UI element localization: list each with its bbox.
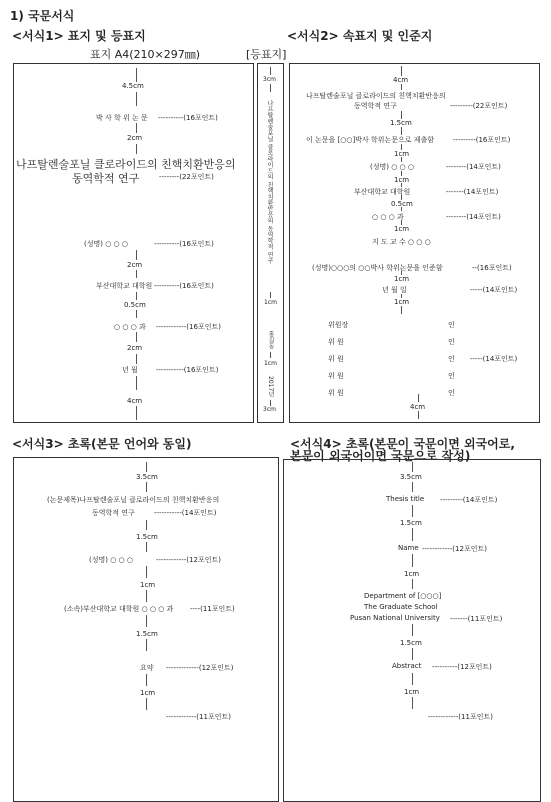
section-title: 1) 국문서식 xyxy=(10,9,75,23)
form1-size-label: 표지 A4(210×297㎜) xyxy=(90,48,201,61)
dim-label: 3.5cm xyxy=(136,473,158,481)
university-en: Pusan National University xyxy=(350,614,440,622)
spine-gap-label: 1cm xyxy=(264,360,277,367)
form1-cover-page xyxy=(13,63,254,423)
dim-line xyxy=(270,67,271,75)
font-size-note: ----------(12포인트) xyxy=(432,663,492,671)
form2-heading: <서식2> 속표지 및 인준지 xyxy=(287,29,433,43)
font-size-note: -------(14포인트) xyxy=(446,188,499,196)
spine-author: 홍길동 xyxy=(267,331,274,349)
form1-heading: <서식1> 표지 및 등표지 xyxy=(12,29,146,43)
thesis-title-en: Thesis title xyxy=(386,495,425,503)
affiliation: (소속)부산대학교 대학원 ○ ○ ○ 과 xyxy=(64,605,174,613)
approval-date: 년 월 일 xyxy=(382,286,407,294)
submission-statement: 이 논문을 [○○]박사 학위논문으로 제출함 xyxy=(306,136,435,144)
committee-role: 위 원 xyxy=(328,338,344,346)
dim-label: 1cm xyxy=(394,176,410,184)
approval-statement: (성명)○○○의 ○○박사 학위논문을 인준함 xyxy=(312,264,443,272)
dim-line xyxy=(412,579,413,589)
university-name: 부산대학교 대학원 xyxy=(96,282,153,290)
form3-heading: <서식3> 초록(본문 언어와 동일) xyxy=(12,437,192,451)
committee-seal: 인 xyxy=(448,372,455,380)
committee-role: 위 원 xyxy=(328,355,344,363)
dim-line xyxy=(136,144,137,154)
dim-line xyxy=(401,111,402,119)
form1-spine-label: [등표지] xyxy=(246,48,287,61)
font-size-note: -----------(16포인트) xyxy=(156,366,219,374)
font-size-note: ------------(11포인트) xyxy=(428,713,493,721)
degree-label: 박 사 학 위 논 문 xyxy=(96,114,148,122)
date-label: 년 월 xyxy=(122,366,138,374)
font-size-note: ------------(16포인트) xyxy=(156,323,221,331)
dim-line xyxy=(418,394,419,402)
font-size-note: -----------(14포인트) xyxy=(154,509,217,517)
dim-line xyxy=(412,648,413,660)
dim-line xyxy=(136,354,137,364)
dim-line xyxy=(412,482,413,492)
dim-line xyxy=(401,127,402,135)
form4-foreign-abstract-page xyxy=(283,459,541,802)
font-size-note: --------(22포인트) xyxy=(159,173,214,181)
dim-label: 0.5cm xyxy=(124,301,146,309)
font-size-note: -------(11포인트) xyxy=(450,615,503,623)
dim-line xyxy=(412,697,413,709)
spine-title: 나프탈렌술포닐 클로라이드의 친핵치환반응의 동역학적 연구 xyxy=(266,100,273,264)
thesis-title-line2: 동역학적 연구 xyxy=(92,509,135,517)
dim-line xyxy=(136,292,137,300)
font-size-note: -----(14포인트) xyxy=(470,355,518,363)
department-name: ○ ○ ○ 과 xyxy=(372,213,404,221)
dim-line xyxy=(146,520,147,530)
dim-label: 4cm xyxy=(127,397,143,405)
dim-label: 0.5cm xyxy=(391,200,413,208)
committee-seal: 인 xyxy=(448,338,455,346)
dim-label: 1.5cm xyxy=(400,639,422,647)
spine-gap-label: 1cm xyxy=(264,299,277,306)
dim-line xyxy=(136,332,137,342)
dim-line xyxy=(136,68,137,82)
department-name: ○ ○ ○ 과 xyxy=(114,323,146,331)
committee-role: 위 원 xyxy=(328,389,344,397)
dim-line xyxy=(146,542,147,552)
font-size-note: ------------(12포인트) xyxy=(156,556,221,564)
dim-line xyxy=(136,406,137,420)
spine-top-label: 3cm xyxy=(263,76,276,83)
dim-line xyxy=(412,673,413,685)
dim-label: 2cm xyxy=(127,344,143,352)
dim-label: 1cm xyxy=(140,581,156,589)
dim-line xyxy=(146,639,147,651)
committee-seal: 인 xyxy=(448,321,455,329)
author-name: (성명) ○ ○ ○ xyxy=(370,163,414,171)
author-name: (성명) ○ ○ ○ xyxy=(89,556,133,564)
dim-line xyxy=(146,462,147,472)
form1-spine xyxy=(257,63,284,423)
font-size-note: -------------(12포인트) xyxy=(166,664,234,672)
dim-label: 1cm xyxy=(394,298,410,306)
form3-abstract-page xyxy=(13,457,279,802)
dim-line xyxy=(146,566,147,578)
dim-line xyxy=(136,310,137,318)
font-size-note: ----(11포인트) xyxy=(190,605,235,613)
committee-seal: 인 xyxy=(448,355,455,363)
dim-line xyxy=(146,698,147,710)
thesis-title-line2: 동역학적 연구 xyxy=(72,172,140,185)
font-size-note: ---------(14포인트) xyxy=(440,496,498,504)
dim-label: 1cm xyxy=(404,570,420,578)
university-name: 부산대학교 대학원 xyxy=(354,188,411,196)
dim-label: 1.5cm xyxy=(390,119,412,127)
dim-line xyxy=(412,528,413,541)
department-en: Department of [○○○] xyxy=(364,592,442,600)
font-size-note: --(16포인트) xyxy=(472,264,512,272)
thesis-title-line1: (논문제목)나프탈렌술포닐 클로라이드의 친핵치환반응의 xyxy=(47,496,220,504)
dim-label: 3.5cm xyxy=(400,473,422,481)
dim-line xyxy=(401,66,402,76)
dim-label: 2cm xyxy=(127,134,143,142)
font-size-note: ----------(16포인트) xyxy=(158,114,218,122)
committee-seal: 인 xyxy=(448,389,455,397)
abstract-heading: 요약 xyxy=(140,664,154,672)
committee-role: 위 원 xyxy=(328,372,344,380)
dim-label: 1cm xyxy=(140,689,156,697)
dim-label: 4cm xyxy=(410,403,426,411)
advisor-line: 지 도 교 수 ○ ○ ○ xyxy=(372,238,431,246)
font-size-note: -----(14포인트) xyxy=(470,286,518,294)
author-name: (성명) ○ ○ ○ xyxy=(84,240,128,248)
author-name-en: Name xyxy=(398,544,419,552)
abstract-heading-en: Abstract xyxy=(392,662,422,670)
dim-line xyxy=(136,250,137,260)
dim-label: 2cm xyxy=(127,261,143,269)
font-size-note: ----------(16포인트) xyxy=(154,240,214,248)
form4-heading-line1: <서식4> 초록(본문이 국문이면 외국어로, xyxy=(290,437,515,451)
dim-label: 1cm xyxy=(394,150,410,158)
dim-line xyxy=(146,674,147,686)
dim-line xyxy=(146,615,147,627)
dim-line xyxy=(401,84,402,90)
font-size-note: --------(14포인트) xyxy=(446,213,501,221)
font-size-note: ---------(16포인트) xyxy=(453,136,511,144)
graduate-school-en: The Graduate School xyxy=(364,603,438,611)
dim-label: 1.5cm xyxy=(136,630,158,638)
dim-label: 1cm xyxy=(404,688,420,696)
dim-line xyxy=(401,207,402,211)
dim-line xyxy=(418,411,419,419)
dim-line xyxy=(136,376,137,390)
form2-inner-page xyxy=(289,63,540,423)
spine-year: 2017년 xyxy=(267,376,274,398)
thesis-title-line1: 나프탈렌술포닐 클로라이드의 친핵치환반응의 xyxy=(16,158,236,171)
dim-line xyxy=(270,292,271,298)
dim-label: 1cm xyxy=(394,225,410,233)
dim-label: 1cm xyxy=(394,275,410,283)
dim-line xyxy=(412,624,413,636)
dim-line xyxy=(136,270,137,278)
form4-heading-line2: 본문이 외국어이면 국문으로 작성) xyxy=(290,449,471,463)
dim-label: 1.5cm xyxy=(136,533,158,541)
dim-line xyxy=(270,352,271,358)
dim-line xyxy=(146,482,147,492)
font-size-note: ----------(16포인트) xyxy=(154,282,214,290)
thesis-title-line2: 동역학적 연구 xyxy=(354,102,397,110)
spine-bottom-label: 3cm xyxy=(263,406,276,413)
dim-line xyxy=(136,92,137,106)
dim-line xyxy=(146,590,147,602)
dim-line xyxy=(412,462,413,472)
dim-line xyxy=(270,84,271,92)
committee-role: 위원장 xyxy=(328,321,349,329)
dim-label: 4.5cm xyxy=(122,82,144,90)
dim-line xyxy=(412,554,413,567)
dim-line xyxy=(136,123,137,133)
font-size-note: ------------(12포인트) xyxy=(422,545,487,553)
font-size-note: ------------(11포인트) xyxy=(166,713,231,721)
dim-label: 4cm xyxy=(393,76,409,84)
font-size-note: --------(14포인트) xyxy=(446,163,501,171)
dim-label: 1.5cm xyxy=(400,519,422,527)
font-size-note: ---------(22포인트) xyxy=(450,102,508,110)
dim-line xyxy=(412,505,413,517)
thesis-title-line1: 나프탈렌술포닐 클로라이드의 친핵치환반응의 xyxy=(306,92,446,100)
dim-line xyxy=(401,306,402,314)
